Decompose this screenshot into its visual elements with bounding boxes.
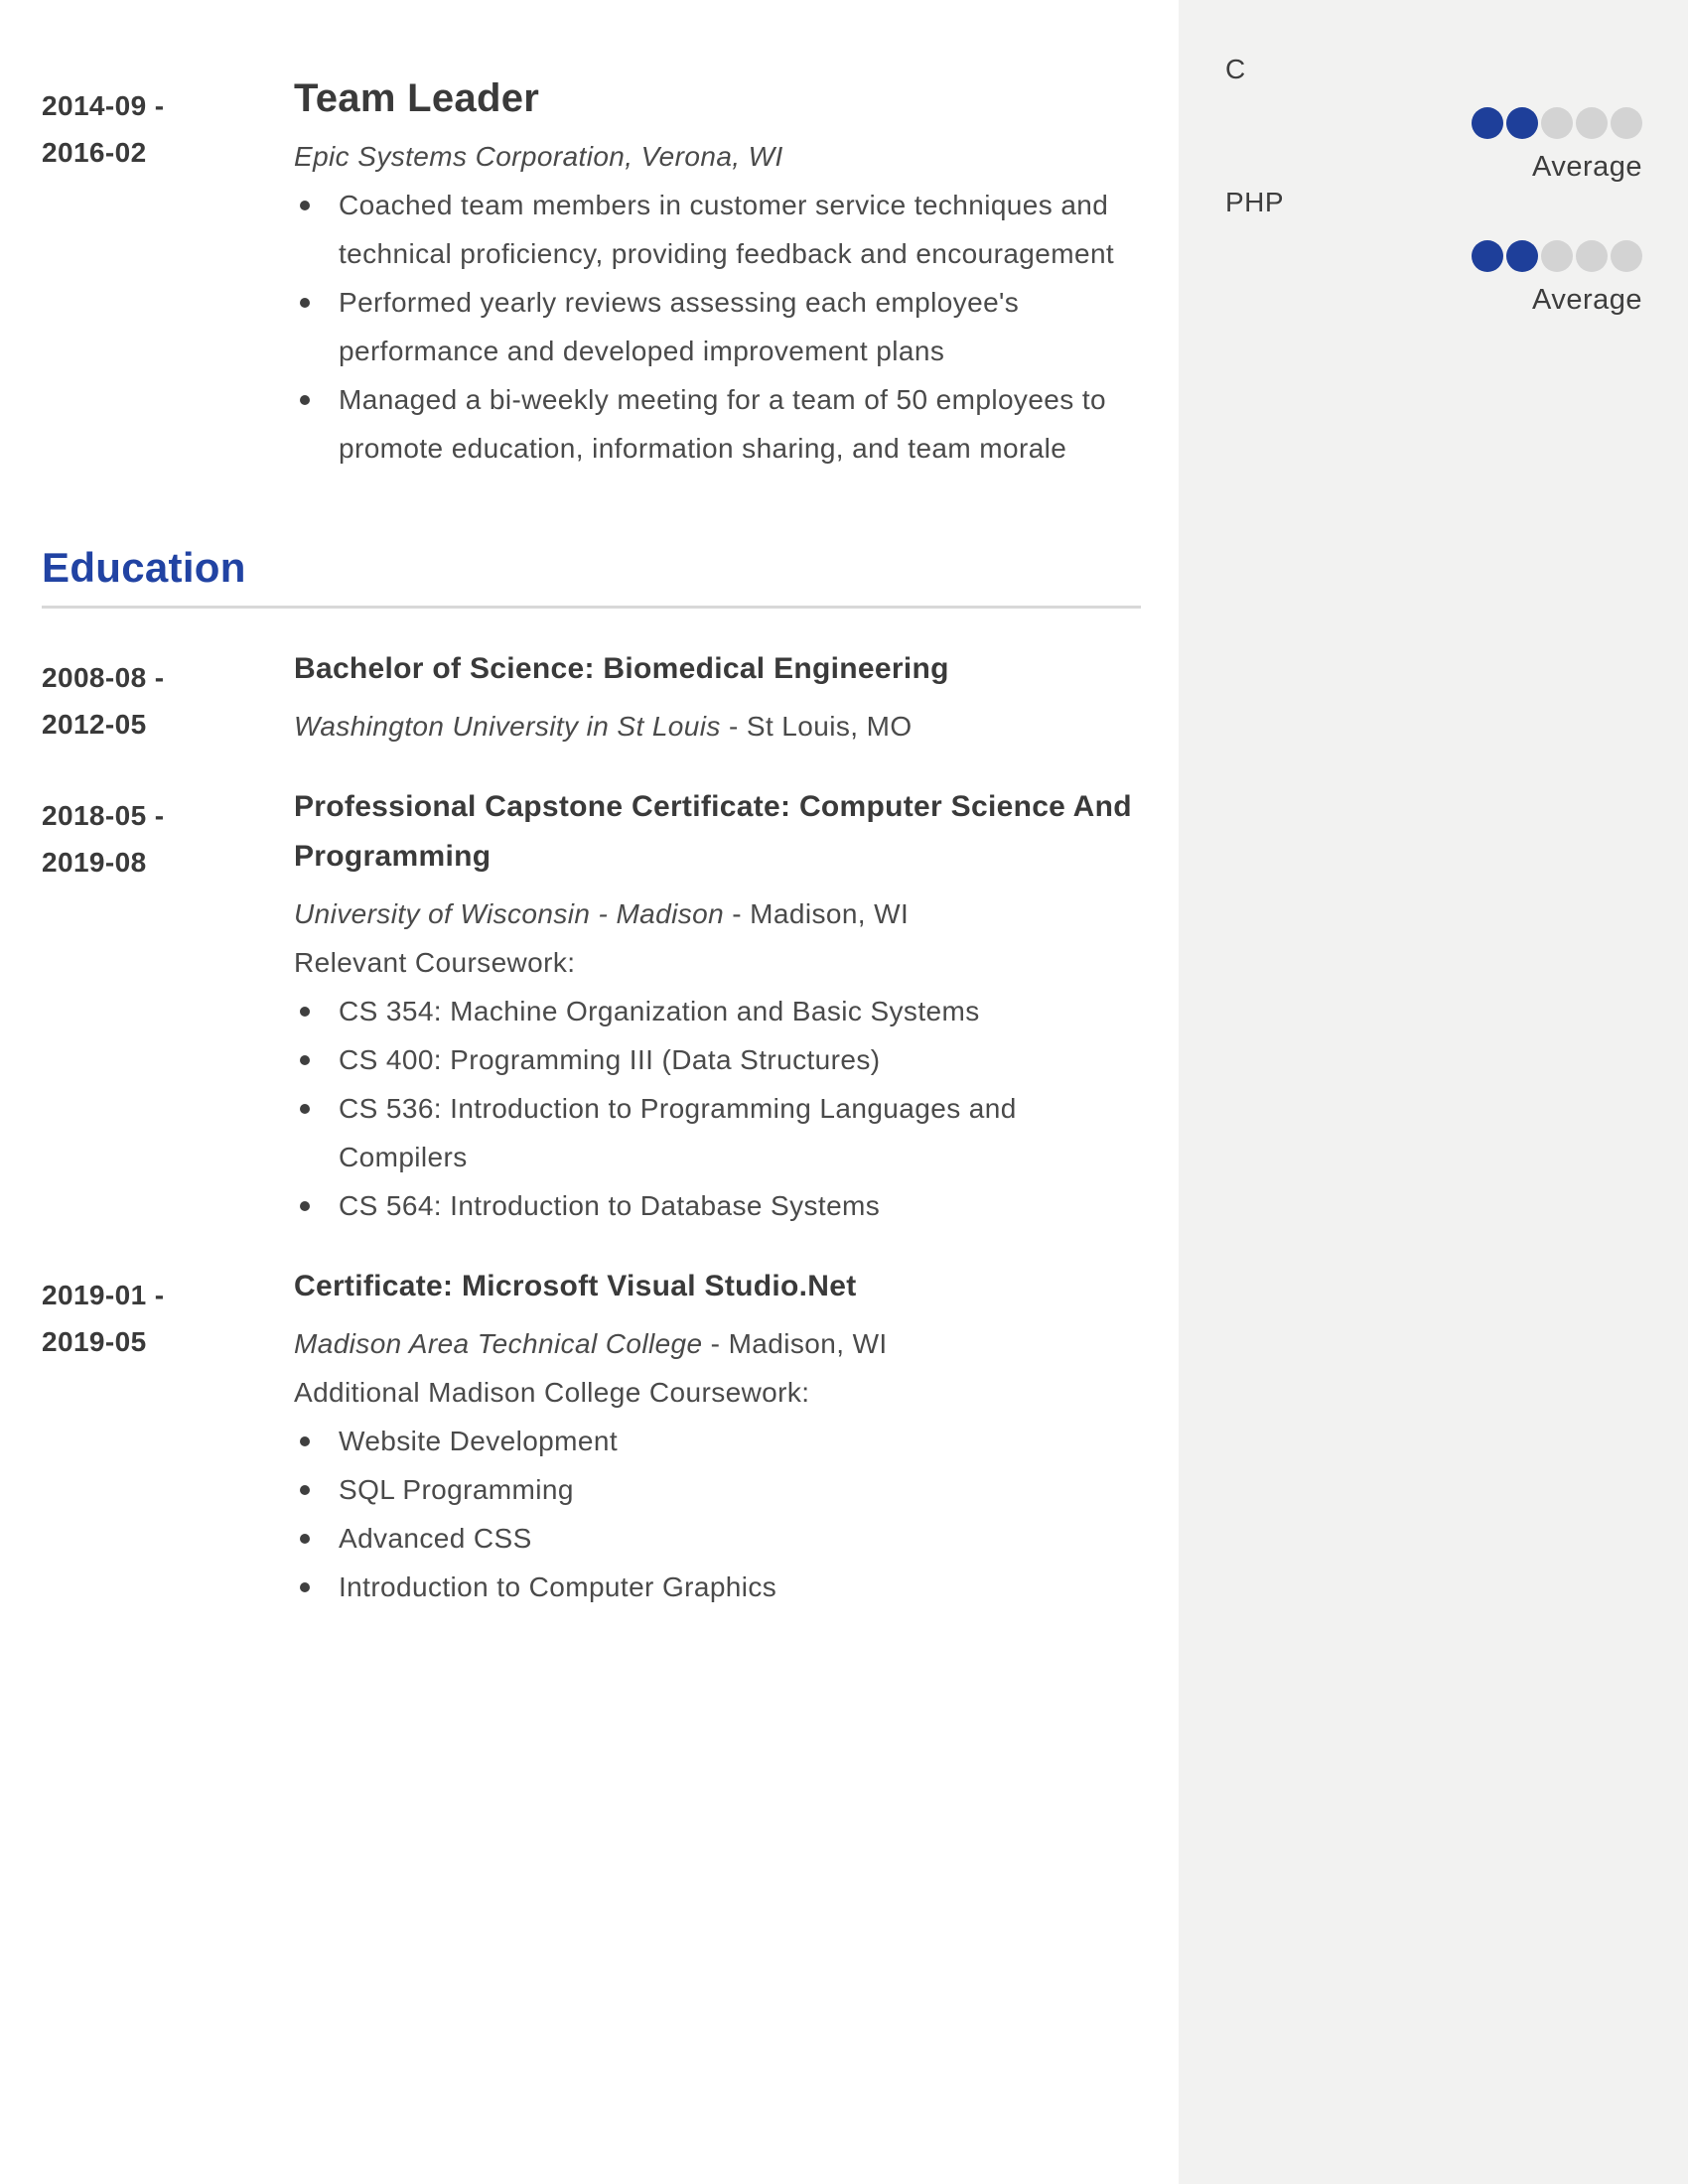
experience-dates bbox=[42, 72, 294, 473]
skills-sidebar bbox=[1179, 0, 1688, 2184]
bullet-item: Coached team members in customer service techniques and technical proficiency, providing feedback and encouragement bbox=[294, 181, 1143, 278]
education-entry-title: Bachelor of Science: Biomedical Engineering bbox=[294, 652, 949, 685]
bullet-item: CS 564: Introduction to Database Systems bbox=[294, 1181, 1143, 1230]
skills-list bbox=[1225, 52, 1642, 318]
experience-date-start: 2014-09 - bbox=[42, 90, 165, 121]
job-title: Team Leader bbox=[294, 76, 540, 120]
education-bullet-list bbox=[294, 987, 1143, 1230]
education-date-start: 2018-05 - bbox=[42, 800, 165, 831]
education-date-start: 2008-08 - bbox=[42, 662, 165, 693]
rating-dot-filled bbox=[1506, 240, 1538, 272]
bullet-item: CS 400: Programming III (Data Structures) bbox=[294, 1035, 1143, 1084]
bullet-item: Introduction to Computer Graphics bbox=[294, 1563, 1143, 1611]
education-date-end: 2019-08 bbox=[42, 847, 147, 878]
education-entry-content bbox=[294, 644, 1143, 751]
skill-level-label: Average bbox=[1532, 284, 1642, 316]
skill-name: C bbox=[1225, 54, 1246, 84]
bullet-item: CS 536: Introduction to Programming Languages and Compilers bbox=[294, 1084, 1143, 1181]
bullet-item: Managed a bi-weekly meeting for a team of 50 employees to promote education, information sharing, and team morale bbox=[294, 375, 1143, 473]
experience-entry bbox=[42, 72, 1143, 473]
bullet-item: Website Development bbox=[294, 1417, 1143, 1465]
rating-dot-empty bbox=[1541, 107, 1573, 139]
bullet-item: SQL Programming bbox=[294, 1465, 1143, 1514]
education-bullet-list bbox=[294, 1417, 1143, 1611]
experience-content bbox=[294, 72, 1143, 473]
education-entries bbox=[42, 644, 1143, 1611]
bullet-item: Advanced CSS bbox=[294, 1514, 1143, 1563]
rating-dot-filled bbox=[1472, 107, 1503, 139]
school-location: - St Louis, MO bbox=[720, 711, 913, 742]
skill-level-label: Average bbox=[1532, 151, 1642, 183]
skill-item bbox=[1225, 185, 1642, 318]
education-entry bbox=[42, 782, 1143, 1230]
school-location: - Madison, WI bbox=[724, 898, 910, 929]
education-entry-dates bbox=[42, 1262, 294, 1611]
experience-date-end: 2016-02 bbox=[42, 137, 147, 168]
school-line bbox=[294, 1319, 1143, 1368]
school-line bbox=[294, 889, 1143, 938]
education-date-end: 2019-05 bbox=[42, 1326, 147, 1357]
education-entry bbox=[42, 1262, 1143, 1611]
education-date-end: 2012-05 bbox=[42, 709, 147, 740]
rating-dot-empty bbox=[1611, 107, 1642, 139]
rating-dot-empty bbox=[1541, 240, 1573, 272]
school-name: Washington University in St Louis bbox=[294, 711, 721, 742]
skill-item bbox=[1225, 52, 1642, 185]
school-line bbox=[294, 702, 1143, 751]
coursework-note: Additional Madison College Coursework: bbox=[294, 1377, 810, 1408]
coursework-note: Relevant Coursework: bbox=[294, 947, 576, 978]
rating-dot-empty bbox=[1611, 240, 1642, 272]
rating-dot-filled bbox=[1472, 240, 1503, 272]
skill-rating-dots bbox=[1225, 240, 1642, 272]
school-location: - Madison, WI bbox=[702, 1328, 888, 1359]
section-divider bbox=[42, 606, 1141, 609]
education-entry bbox=[42, 644, 1143, 751]
skill-rating-dots bbox=[1225, 107, 1642, 139]
education-section-heading: Education bbox=[42, 544, 246, 591]
employer-line: Epic Systems Corporation, Verona, WI bbox=[294, 141, 783, 172]
education-entry-title: Professional Capstone Certificate: Computer Science And Programming bbox=[294, 790, 1132, 873]
school-name: University of Wisconsin - Madison bbox=[294, 898, 725, 929]
skill-name: PHP bbox=[1225, 187, 1285, 217]
school-name: Madison Area Technical College bbox=[294, 1328, 703, 1359]
bullet-item: Performed yearly reviews assessing each employee's performance and developed improvement plans bbox=[294, 278, 1143, 375]
rating-dot-filled bbox=[1506, 107, 1538, 139]
rating-dot-empty bbox=[1576, 107, 1608, 139]
education-entry-dates bbox=[42, 782, 294, 1230]
experience-bullet-list bbox=[294, 181, 1143, 473]
education-entry-title: Certificate: Microsoft Visual Studio.Net bbox=[294, 1270, 857, 1302]
education-entry-content bbox=[294, 782, 1143, 1230]
bullet-item: CS 354: Machine Organization and Basic Systems bbox=[294, 987, 1143, 1035]
education-entry-dates bbox=[42, 644, 294, 751]
rating-dot-empty bbox=[1576, 240, 1608, 272]
education-date-start: 2019-01 - bbox=[42, 1280, 165, 1310]
education-entry-content bbox=[294, 1262, 1143, 1611]
